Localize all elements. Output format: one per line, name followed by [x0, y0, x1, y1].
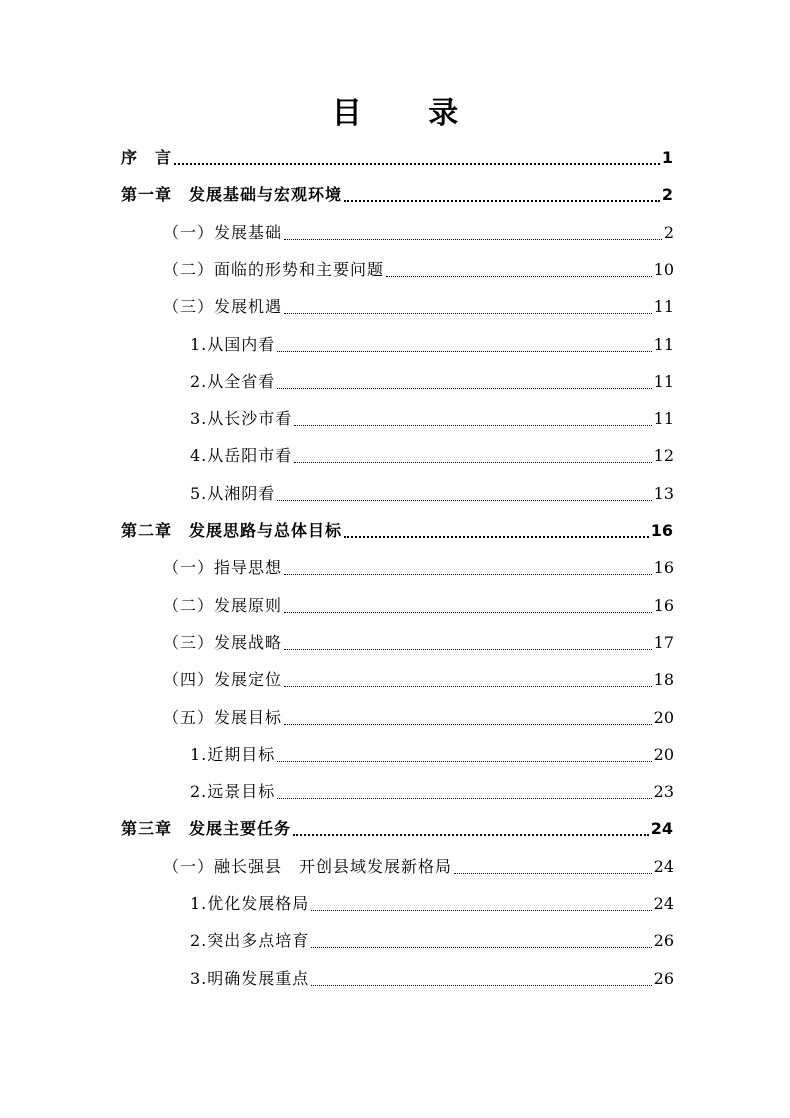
toc-section-entry[interactable] [163, 699, 674, 736]
toc-page-number: 16 [650, 521, 673, 540]
toc-entry-label: （四）发展定位 [163, 670, 283, 690]
toc-section-entry[interactable] [163, 662, 674, 699]
toc-page-number: 2 [661, 185, 673, 205]
page-title: 目 录 [331, 96, 487, 131]
toc-page-number: 11 [653, 371, 674, 391]
dot-leader [344, 521, 649, 541]
toc-entry-label: 第一章 发展基础与宏观环境 [121, 185, 343, 205]
toc-entry-label: （五）发展目标 [163, 707, 283, 727]
toc-entry-label: 2.从全省看 [190, 371, 276, 391]
dot-leader [284, 297, 652, 317]
toc-page-number: 1 [661, 148, 673, 167]
dot-leader [311, 894, 651, 914]
toc-section-entry[interactable] [163, 550, 674, 587]
toc-page-number: 24 [653, 894, 674, 913]
toc-chapter-entry[interactable] [121, 513, 673, 550]
toc-page-number: 20 [653, 744, 674, 764]
dot-leader [344, 185, 660, 205]
toc-subsection-entry[interactable] [190, 401, 674, 438]
dot-leader [277, 745, 651, 765]
toc-entry-label: 1.从国内看 [190, 334, 276, 354]
dot-leader [284, 670, 652, 690]
toc-subsection-entry[interactable] [190, 774, 674, 811]
toc-subsection-entry[interactable] [190, 736, 674, 773]
toc-entry-label: （一）融长强县 开创县域发展新格局 [163, 856, 453, 876]
toc-entry-label: 4.从岳阳市看 [190, 446, 293, 466]
toc-page-number: 2 [663, 222, 674, 242]
toc-entry-label: 3.从长沙市看 [190, 409, 293, 429]
toc-entry-label: 序 言 [121, 148, 173, 167]
toc-entry-label: （三）发展战略 [163, 632, 283, 652]
toc-page-number: 12 [653, 446, 674, 466]
toc-subsection-entry[interactable] [190, 475, 674, 512]
toc-page-number: 13 [653, 483, 674, 503]
toc-page-number: 26 [653, 931, 674, 951]
toc-page-number: 18 [653, 670, 674, 690]
toc-entry-label: 3.明确发展重点 [190, 968, 310, 988]
toc-entry-label: 1.近期目标 [190, 744, 276, 764]
toc-page-number: 23 [653, 782, 674, 802]
toc-subsection-entry[interactable] [190, 923, 674, 960]
toc-entry-label: （三）发展机遇 [163, 297, 283, 317]
toc-page-number: 11 [653, 409, 674, 429]
toc-entry-label: 5.从湘阴看 [190, 483, 276, 503]
dot-leader [386, 260, 652, 280]
toc-section-entry[interactable] [163, 624, 674, 661]
toc-section-entry[interactable] [163, 587, 674, 624]
toc-page-number: 10 [653, 259, 674, 279]
toc-page-number: 26 [653, 968, 674, 988]
toc-entry-label: 2.突出多点培育 [190, 931, 310, 951]
toc-entry-label: 1.优化发展格局 [190, 894, 310, 913]
toc-subsection-entry[interactable] [190, 886, 674, 923]
toc-section-entry[interactable] [163, 214, 674, 251]
dot-leader [284, 633, 652, 653]
dot-leader [311, 931, 651, 951]
toc-section-entry[interactable] [163, 251, 674, 288]
toc-entry-label: （二）面临的形势和主要问题 [163, 259, 385, 279]
toc-section-entry[interactable] [163, 289, 674, 326]
dot-leader [277, 782, 651, 802]
toc-entry-label: （一）发展基础 [163, 222, 283, 242]
toc-chapter-entry[interactable] [121, 140, 673, 177]
dot-leader [284, 596, 652, 616]
toc-entry-label: （一）指导思想 [163, 558, 283, 578]
toc-page-number: 24 [653, 856, 674, 876]
toc-page-number: 16 [653, 558, 674, 578]
dot-leader [277, 335, 651, 355]
dot-leader [277, 372, 651, 392]
dot-leader [284, 558, 652, 578]
toc-entry-label: 2.远景目标 [190, 782, 276, 802]
dot-leader [454, 857, 652, 877]
toc-page-number: 16 [653, 595, 674, 615]
toc-page-number: 17 [653, 632, 674, 652]
dot-leader [174, 148, 660, 168]
toc-page-number: 24 [650, 819, 673, 839]
toc-subsection-entry[interactable] [190, 363, 674, 400]
dot-leader [284, 223, 662, 243]
toc-chapter-entry[interactable] [121, 177, 673, 214]
toc-subsection-entry[interactable] [190, 438, 674, 475]
dot-leader [294, 409, 651, 429]
toc-section-entry[interactable] [163, 848, 674, 885]
toc-page-number: 11 [653, 334, 674, 354]
dot-leader [293, 819, 649, 839]
toc-page-number: 11 [653, 297, 674, 317]
toc-entry-label: 第三章 发展主要任务 [121, 819, 292, 839]
toc-entry-label: （二）发展原则 [163, 595, 283, 615]
toc-page-number: 20 [653, 707, 674, 727]
toc-entry-label: 第二章 发展思路与总体目标 [121, 521, 343, 540]
toc-subsection-entry[interactable] [190, 960, 674, 997]
dot-leader [311, 969, 651, 989]
toc-subsection-entry[interactable] [190, 326, 674, 363]
dot-leader [284, 708, 652, 728]
toc-chapter-entry[interactable] [121, 811, 673, 848]
dot-leader [277, 484, 651, 504]
dot-leader [294, 446, 651, 466]
